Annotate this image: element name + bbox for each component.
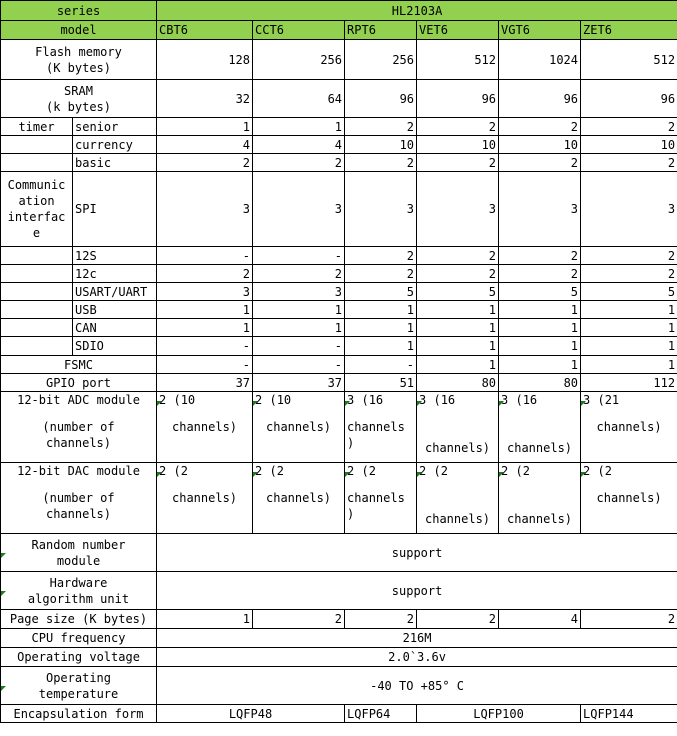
dac-vet6-bottom: channels) bbox=[417, 480, 499, 534]
spi-zet6: 3 bbox=[581, 172, 677, 247]
currency-zet6: 10 bbox=[581, 136, 677, 154]
timer-basic-row bbox=[1, 154, 677, 172]
sdio-rpt6: 1 bbox=[345, 337, 417, 356]
i2c-rpt6: 2 bbox=[345, 265, 417, 283]
flash-zet6: 512 bbox=[581, 40, 677, 80]
fsmc-vgt6: 1 bbox=[499, 356, 581, 374]
can-vet6: 1 bbox=[417, 319, 499, 337]
adc-vgt6-bottom: channels) bbox=[499, 409, 581, 463]
usb-vet6: 1 bbox=[417, 301, 499, 319]
timer-group-label: timer bbox=[1, 118, 73, 136]
usb-vgt6: 1 bbox=[499, 301, 581, 319]
fsmc-rpt6: - bbox=[345, 356, 417, 374]
flash-rpt6: 256 bbox=[345, 40, 417, 80]
dac-rpt6-top: 2 (2 bbox=[345, 463, 417, 480]
timer-blank-cell bbox=[1, 136, 73, 154]
spi-cct6: 3 bbox=[253, 172, 345, 247]
page-cbt6: 1 bbox=[157, 610, 253, 629]
page-cct6: 2 bbox=[253, 610, 345, 629]
flash-vet6: 512 bbox=[417, 40, 499, 80]
adc-zet6-top: 3 (21 bbox=[581, 392, 677, 409]
sdio-cct6: - bbox=[253, 337, 345, 356]
usart-row bbox=[1, 283, 677, 301]
rng-value: support bbox=[157, 534, 677, 572]
page-vgt6: 4 bbox=[499, 610, 581, 629]
dac-zet6-top: 2 (2 bbox=[581, 463, 677, 480]
gpio-vet6: 80 bbox=[417, 374, 499, 392]
temp-value: -40 TO +85° C bbox=[157, 667, 677, 705]
adc-rpt6-bottom: channels ) bbox=[345, 409, 417, 463]
timer-senior-row bbox=[1, 118, 677, 136]
dac-cbt6-bottom: channels) bbox=[157, 480, 253, 534]
sdio-cbt6: - bbox=[157, 337, 253, 356]
comm-blank-cell bbox=[1, 337, 73, 356]
sram-vet6: 96 bbox=[417, 80, 499, 118]
spi-vgt6: 3 bbox=[499, 172, 581, 247]
usart-zet6: 5 bbox=[581, 283, 677, 301]
cpu-label: CPU frequency bbox=[1, 629, 157, 648]
dac-vgt6-top: 2 (2 bbox=[499, 463, 581, 480]
cpu-row bbox=[1, 629, 677, 648]
hash-label: Hardware algorithm unit bbox=[1, 572, 157, 610]
adc-vet6-top: 3 (16 bbox=[417, 392, 499, 409]
gpio-cbt6: 37 bbox=[157, 374, 253, 392]
flash-label: Flash memory (K bytes) bbox=[1, 40, 157, 80]
i2s-label: 12S bbox=[73, 247, 157, 265]
spi-label: SPI bbox=[73, 172, 157, 247]
sram-vgt6: 96 bbox=[499, 80, 581, 118]
sram-rpt6: 96 bbox=[345, 80, 417, 118]
page-label: Page size (K bytes) bbox=[1, 610, 157, 629]
adc-row-top bbox=[1, 392, 677, 409]
comm-blank-cell bbox=[1, 301, 73, 319]
usart-cbt6: 3 bbox=[157, 283, 253, 301]
model-vgt6: VGT6 bbox=[499, 21, 581, 40]
can-rpt6: 1 bbox=[345, 319, 417, 337]
can-zet6: 1 bbox=[581, 319, 677, 337]
adc-rpt6-top: 3 (16 bbox=[345, 392, 417, 409]
can-cbt6: 1 bbox=[157, 319, 253, 337]
fsmc-vet6: 1 bbox=[417, 356, 499, 374]
hash-value: support bbox=[157, 572, 677, 610]
usb-row bbox=[1, 301, 677, 319]
voltage-label: Operating voltage bbox=[1, 648, 157, 667]
i2c-vet6: 2 bbox=[417, 265, 499, 283]
can-vgt6: 1 bbox=[499, 319, 581, 337]
i2c-vgt6: 2 bbox=[499, 265, 581, 283]
gpio-cct6: 37 bbox=[253, 374, 345, 392]
dac-vet6-top: 2 (2 bbox=[417, 463, 499, 480]
usb-rpt6: 1 bbox=[345, 301, 417, 319]
gpio-rpt6: 51 bbox=[345, 374, 417, 392]
dac-label: 12-bit DAC module bbox=[1, 463, 157, 480]
model-cct6: CCT6 bbox=[253, 21, 345, 40]
adc-cct6-top: 2 (10 bbox=[253, 392, 345, 409]
timer-blank-cell bbox=[1, 154, 73, 172]
spi-cbt6: 3 bbox=[157, 172, 253, 247]
series-label: series bbox=[1, 1, 157, 21]
usart-vgt6: 5 bbox=[499, 283, 581, 301]
fsmc-cbt6: - bbox=[157, 356, 253, 374]
currency-rpt6: 10 bbox=[345, 136, 417, 154]
dac-cct6-bottom: channels) bbox=[253, 480, 345, 534]
page-row bbox=[1, 610, 677, 629]
senior-rpt6: 2 bbox=[345, 118, 417, 136]
gpio-zet6: 112 bbox=[581, 374, 677, 392]
adc-channels-label: (number of channels) bbox=[1, 409, 157, 463]
comm-blank-cell bbox=[1, 247, 73, 265]
model-zet6: ZET6 bbox=[581, 21, 677, 40]
gpio-vgt6: 80 bbox=[499, 374, 581, 392]
sram-zet6: 96 bbox=[581, 80, 677, 118]
can-row bbox=[1, 319, 677, 337]
basic-zet6: 2 bbox=[581, 154, 677, 172]
i2s-row bbox=[1, 247, 677, 265]
i2c-label: 12c bbox=[73, 265, 157, 283]
series-value: HL2103A bbox=[157, 1, 677, 21]
fsmc-label: FSMC bbox=[1, 356, 157, 374]
flash-cbt6: 128 bbox=[157, 40, 253, 80]
comm-blank-cell bbox=[1, 283, 73, 301]
dac-cct6-top: 2 (2 bbox=[253, 463, 345, 480]
model-label: model bbox=[1, 21, 157, 40]
fsmc-row bbox=[1, 356, 677, 374]
basic-vet6: 2 bbox=[417, 154, 499, 172]
can-cct6: 1 bbox=[253, 319, 345, 337]
i2s-cct6: - bbox=[253, 247, 345, 265]
dac-vgt6-bottom: channels) bbox=[499, 480, 581, 534]
page-vet6: 2 bbox=[417, 610, 499, 629]
sdio-zet6: 1 bbox=[581, 337, 677, 356]
comm-blank-cell bbox=[1, 319, 73, 337]
adc-cct6-bottom: channels) bbox=[253, 409, 345, 463]
sram-cbt6: 32 bbox=[157, 80, 253, 118]
dac-row-top bbox=[1, 463, 677, 480]
temp-label: Operating temperature bbox=[1, 667, 157, 705]
flash-vgt6: 1024 bbox=[499, 40, 581, 80]
timer-currency-row bbox=[1, 136, 677, 154]
spi-row bbox=[1, 172, 677, 247]
dac-rpt6-bottom: channels ) bbox=[345, 480, 417, 534]
usb-label: USB bbox=[73, 301, 157, 319]
model-rpt6: RPT6 bbox=[345, 21, 417, 40]
fsmc-cct6: - bbox=[253, 356, 345, 374]
i2c-cct6: 2 bbox=[253, 265, 345, 283]
page-zet6: 2 bbox=[581, 610, 677, 629]
package-lqfp144: LQFP144 bbox=[581, 705, 677, 723]
comm-group-label: Communic ation interfac e bbox=[1, 172, 73, 247]
usart-label: USART/UART bbox=[73, 283, 157, 301]
i2c-cbt6: 2 bbox=[157, 265, 253, 283]
flash-cct6: 256 bbox=[253, 40, 345, 80]
hash-row bbox=[1, 572, 677, 610]
comm-blank-cell bbox=[1, 265, 73, 283]
adc-vet6-bottom: channels) bbox=[417, 409, 499, 463]
can-label: CAN bbox=[73, 319, 157, 337]
basic-label: basic bbox=[73, 154, 157, 172]
usart-cct6: 3 bbox=[253, 283, 345, 301]
sdio-vgt6: 1 bbox=[499, 337, 581, 356]
sram-cct6: 64 bbox=[253, 80, 345, 118]
usb-cbt6: 1 bbox=[157, 301, 253, 319]
i2s-vet6: 2 bbox=[417, 247, 499, 265]
adc-zet6-bottom: channels) bbox=[581, 409, 677, 463]
adc-cbt6-top: 2 (10 bbox=[157, 392, 253, 409]
rng-label: Random number module bbox=[1, 534, 157, 572]
flash-row bbox=[1, 40, 677, 80]
usb-cct6: 1 bbox=[253, 301, 345, 319]
currency-vet6: 10 bbox=[417, 136, 499, 154]
usb-zet6: 1 bbox=[581, 301, 677, 319]
basic-cbt6: 2 bbox=[157, 154, 253, 172]
model-vet6: VET6 bbox=[417, 21, 499, 40]
voltage-value: 2.0`3.6v bbox=[157, 648, 677, 667]
rng-row bbox=[1, 534, 677, 572]
senior-vet6: 2 bbox=[417, 118, 499, 136]
package-lqfp64: LQFP64 bbox=[345, 705, 417, 723]
i2s-cbt6: - bbox=[157, 247, 253, 265]
dac-zet6-bottom: channels) bbox=[581, 480, 677, 534]
fsmc-zet6: 1 bbox=[581, 356, 677, 374]
senior-cct6: 1 bbox=[253, 118, 345, 136]
i2s-vgt6: 2 bbox=[499, 247, 581, 265]
adc-vgt6-top: 3 (16 bbox=[499, 392, 581, 409]
i2s-rpt6: 2 bbox=[345, 247, 417, 265]
currency-cbt6: 4 bbox=[157, 136, 253, 154]
basic-vgt6: 2 bbox=[499, 154, 581, 172]
basic-rpt6: 2 bbox=[345, 154, 417, 172]
sdio-row bbox=[1, 337, 677, 356]
adc-row-bottom bbox=[1, 409, 677, 463]
sram-row bbox=[1, 80, 677, 118]
currency-vgt6: 10 bbox=[499, 136, 581, 154]
adc-label: 12-bit ADC module bbox=[1, 392, 157, 409]
usart-rpt6: 5 bbox=[345, 283, 417, 301]
page-rpt6: 2 bbox=[345, 610, 417, 629]
package-lqfp48: LQFP48 bbox=[157, 705, 345, 723]
gpio-label: GPIO port bbox=[1, 374, 157, 392]
series-row bbox=[1, 1, 677, 21]
senior-label: senior bbox=[73, 118, 157, 136]
i2c-zet6: 2 bbox=[581, 265, 677, 283]
package-row bbox=[1, 705, 677, 723]
sram-label: SRAM (k bytes) bbox=[1, 80, 157, 118]
currency-label: currency bbox=[73, 136, 157, 154]
i2s-zet6: 2 bbox=[581, 247, 677, 265]
usart-vet6: 5 bbox=[417, 283, 499, 301]
temp-row bbox=[1, 667, 677, 705]
spi-vet6: 3 bbox=[417, 172, 499, 247]
senior-zet6: 2 bbox=[581, 118, 677, 136]
package-lqfp100: LQFP100 bbox=[417, 705, 581, 723]
voltage-row bbox=[1, 648, 677, 667]
sdio-vet6: 1 bbox=[417, 337, 499, 356]
sdio-label: SDIO bbox=[73, 337, 157, 356]
adc-cbt6-bottom: channels) bbox=[157, 409, 253, 463]
basic-cct6: 2 bbox=[253, 154, 345, 172]
dac-channels-label: (number of channels) bbox=[1, 480, 157, 534]
cpu-value: 216M bbox=[157, 629, 677, 648]
dac-row-bottom bbox=[1, 480, 677, 534]
model-row bbox=[1, 21, 677, 40]
currency-cct6: 4 bbox=[253, 136, 345, 154]
senior-cbt6: 1 bbox=[157, 118, 253, 136]
dac-cbt6-top: 2 (2 bbox=[157, 463, 253, 480]
model-cbt6: CBT6 bbox=[157, 21, 253, 40]
i2c-row bbox=[1, 265, 677, 283]
gpio-row bbox=[1, 374, 677, 392]
senior-vgt6: 2 bbox=[499, 118, 581, 136]
package-label: Encapsulation form bbox=[1, 705, 157, 723]
spi-rpt6: 3 bbox=[345, 172, 417, 247]
